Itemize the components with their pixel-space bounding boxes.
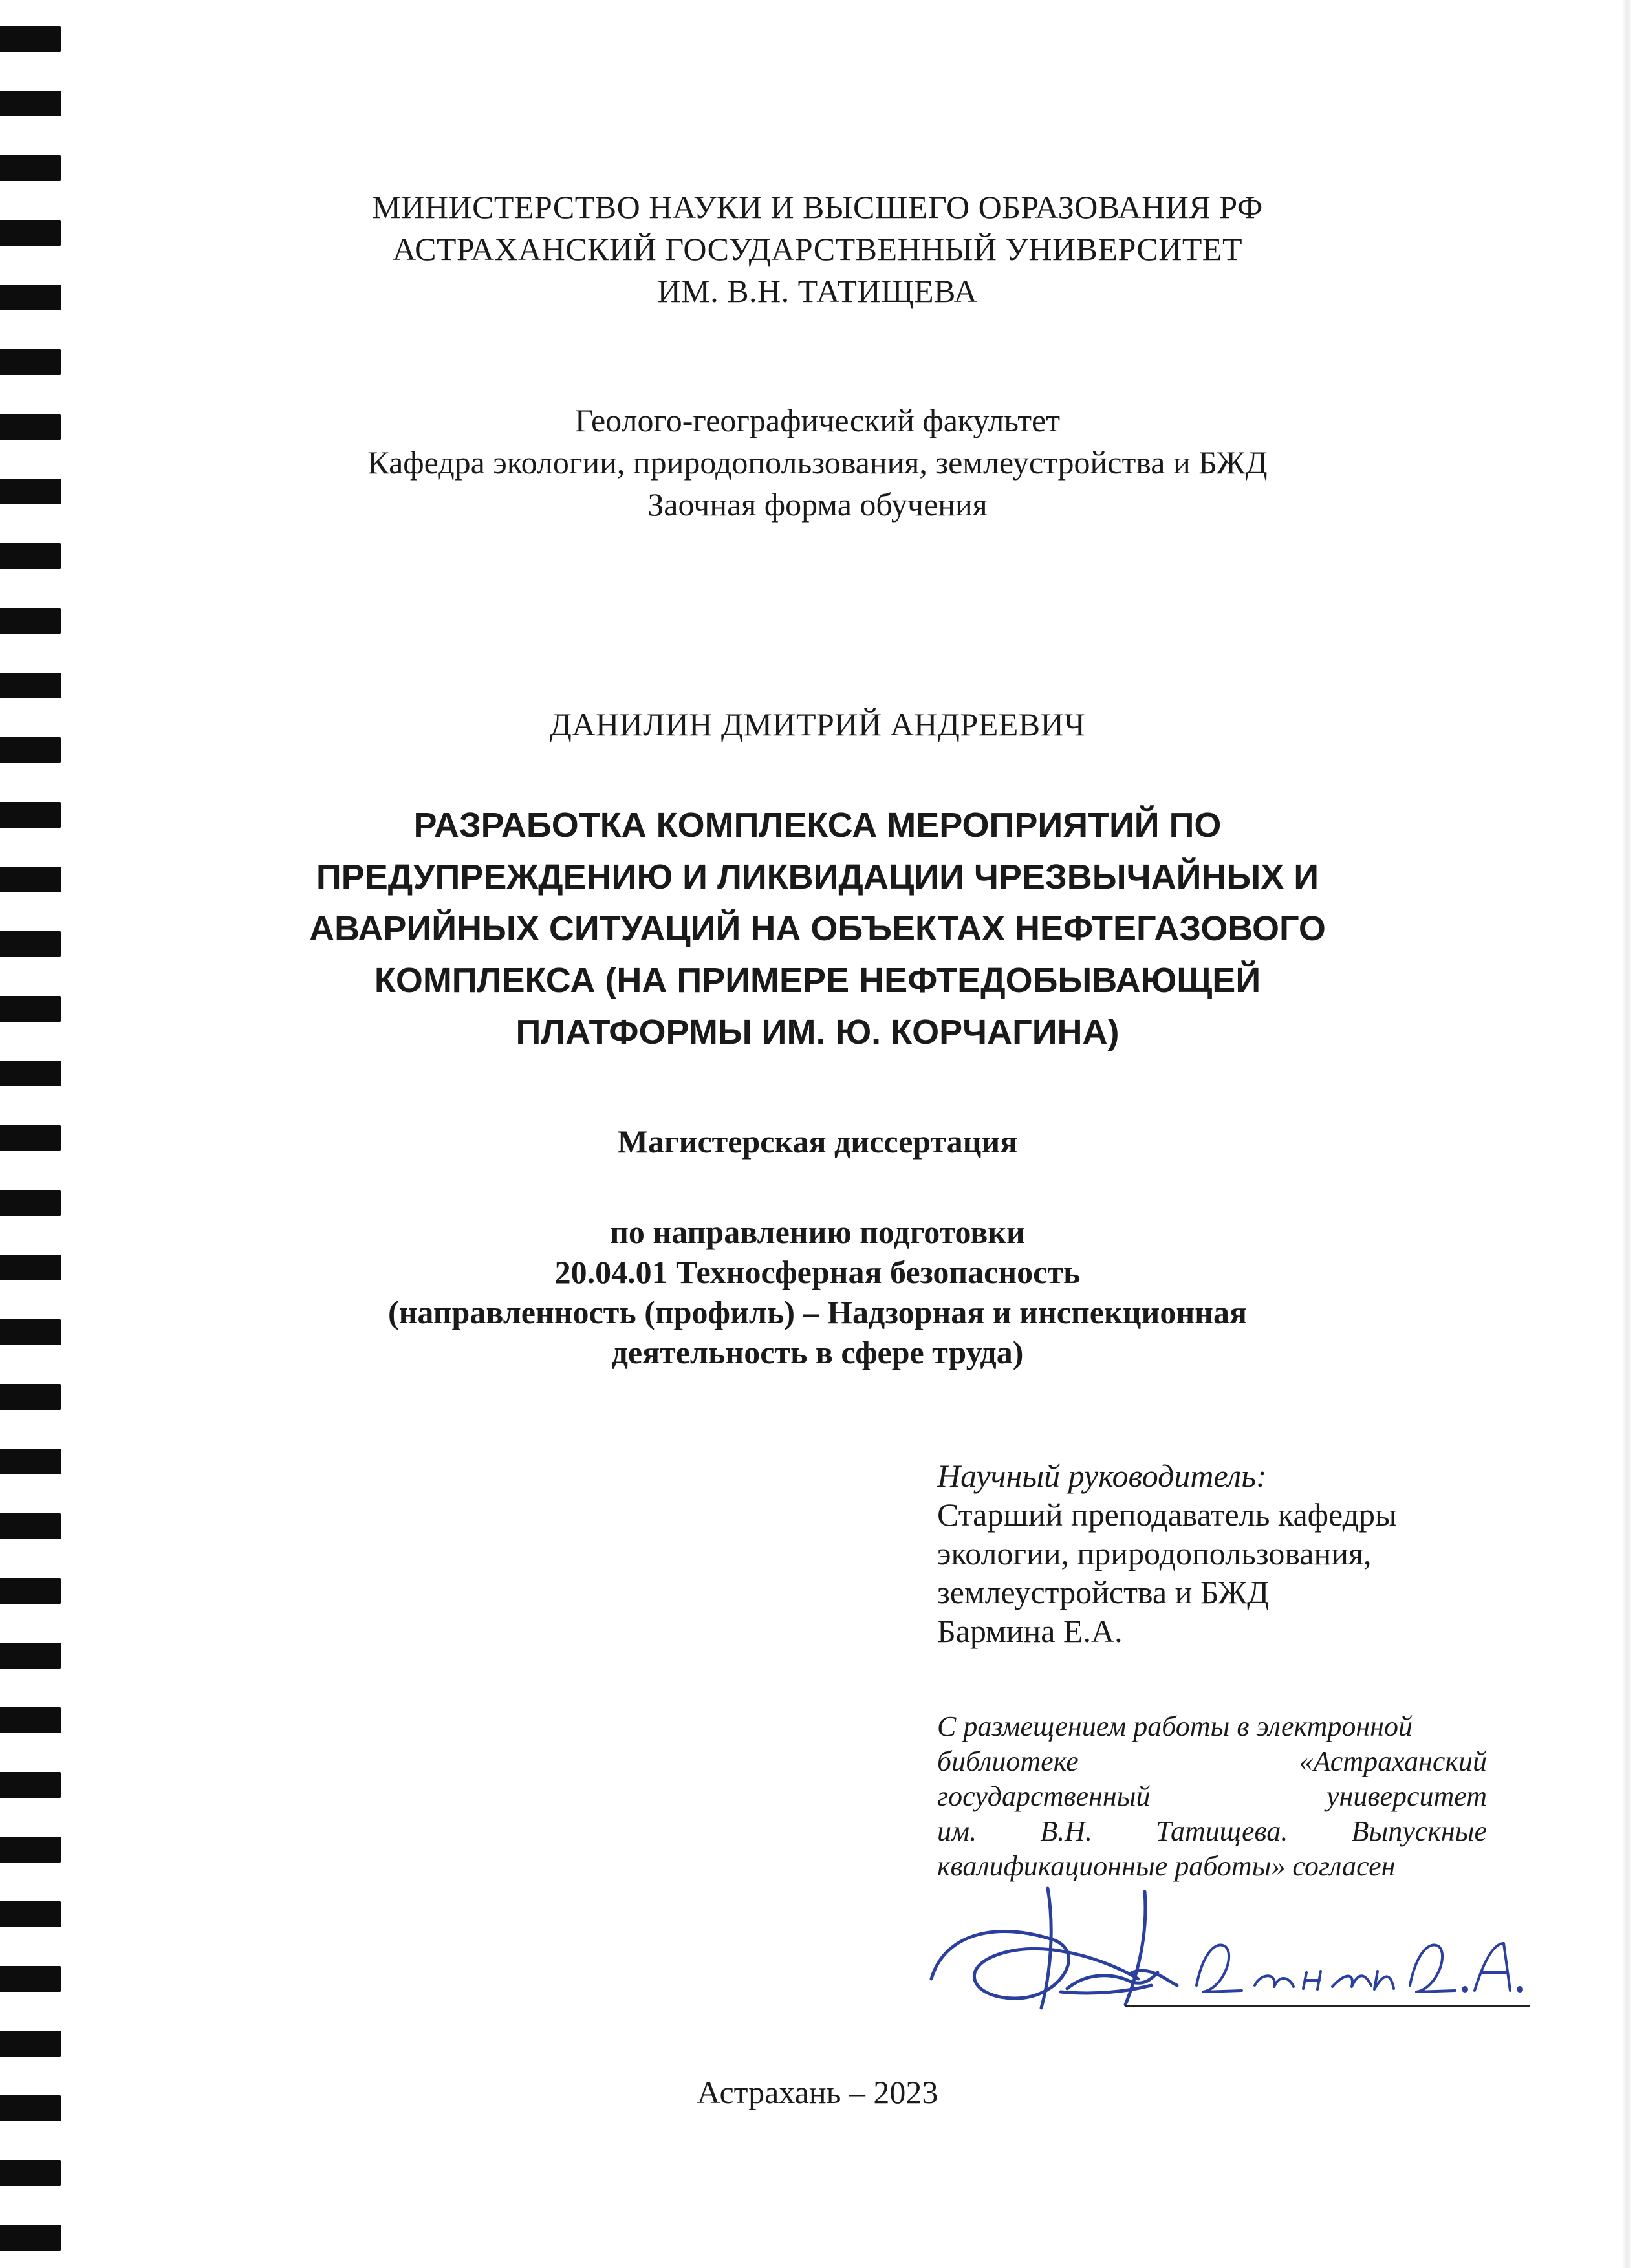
binding-tab [0,2160,61,2186]
faculty-name: Геолого-географический факультет [574,402,1061,438]
thesis-title-line: РАЗРАБОТКА КОМПЛЕКСА МЕРОПРИЯТИЙ ПО [413,806,1222,845]
consent-word: Татищева. [1156,1815,1288,1847]
supervisor-name: Бармина Е.А. [937,1613,1123,1649]
supervisor-position-line3: землеустройства и БЖД [937,1574,1270,1610]
university-name-line2: ИМ. В.Н. ТАТИЩЕВА [657,273,978,309]
supervisor-label: Научный руководитель: [937,1458,1267,1494]
binding-tab [0,91,61,116]
binding-tab [0,1513,61,1539]
thesis-title-line: ПРЕДУПРЕЖДЕНИЮ И ЛИКВИДАЦИИ ЧРЕЗВЫЧАЙНЫХ И [316,858,1319,896]
city-year: Астрахань – 2023 [697,2074,938,2110]
binding-tab [0,608,61,634]
consent-word: библиотеке [937,1745,1079,1777]
binding-tab [0,2225,61,2251]
binding-tab [0,1707,61,1733]
direction-profile-line2: деятельность в сфере труда) [611,1334,1024,1370]
department-name: Кафедра экологии, природопользования, землеустройства и БЖД [367,444,1268,481]
binding-tab [0,349,61,375]
binding-tab [0,1643,61,1669]
binding-tab [0,1901,61,1927]
binding-tab [0,1837,61,1863]
binding-tab [0,543,61,569]
handwritten-signature [918,1875,1533,2037]
consent-line: квалификационные работы» согласен [937,1850,1396,1882]
binding-tab [0,26,61,52]
consent-word: В.Н. [1040,1815,1092,1847]
direction-intro: по направлению подготовки [610,1214,1025,1250]
work-type: Магистерская диссертация [617,1123,1018,1160]
thesis-title-line: КОМПЛЕКСА (НА ПРИМЕРЕ НЕФТЕДОБЫВАЮЩЕЙ [374,961,1261,1000]
thesis-title-line: АВАРИЙНЫХ СИТУАЦИЙ НА ОБЪЕКТАХ НЕФТЕГАЗОВОГО [309,909,1326,948]
binding-tab [0,1966,61,1992]
binding-tab [0,1190,61,1216]
consent-word: государственный [937,1780,1151,1812]
binding-tab [0,1772,61,1798]
consent-line [937,1779,1487,1814]
thesis-title-line: ПЛАТФОРМЫ ИМ. Ю. КОРЧАГИНА) [515,1013,1120,1052]
consent-word: им. [937,1815,977,1847]
direction-profile: (направленность (профиль) – Надзорная и инспекционная [387,1294,1248,1330]
binding-tab [0,1578,61,1604]
binding-tab [0,1061,61,1086]
university-name: АСТРАХАНСКИЙ ГОСУДАРСТВЕННЫЙ УНИВЕРСИТЕТ [392,231,1243,267]
supervisor-position: Старший преподаватель кафедры [937,1496,1397,1533]
supervisor-position-line2: экологии, природопользования, [937,1535,1372,1571]
direction-code: 20.04.01 Техносферная безопасность [554,1254,1081,1290]
binding-tab [0,1449,61,1474]
binding-tab [0,1384,61,1410]
consent-line [937,1814,1487,1849]
author-name: ДАНИЛИН ДМИТРИЙ АНДРЕЕВИЧ [549,706,1086,742]
binding-tab [0,155,61,181]
consent-word: «Астраханский [1299,1745,1487,1777]
study-form: Заочная форма обучения [647,486,988,523]
binding-tab [0,2031,61,2057]
consent-line [937,1744,1487,1779]
consent-word: университет [1326,1780,1487,1812]
binding-tab [0,673,61,698]
signature-line [1125,2005,1530,2007]
ministry-name: МИНИСТЕРСТВО НАУКИ И ВЫСШЕГО ОБРАЗОВАНИЯ РФ [372,189,1263,225]
consent-line: С размещением работы в электронной [937,1711,1413,1742]
consent-word: Выпускные [1351,1815,1487,1847]
